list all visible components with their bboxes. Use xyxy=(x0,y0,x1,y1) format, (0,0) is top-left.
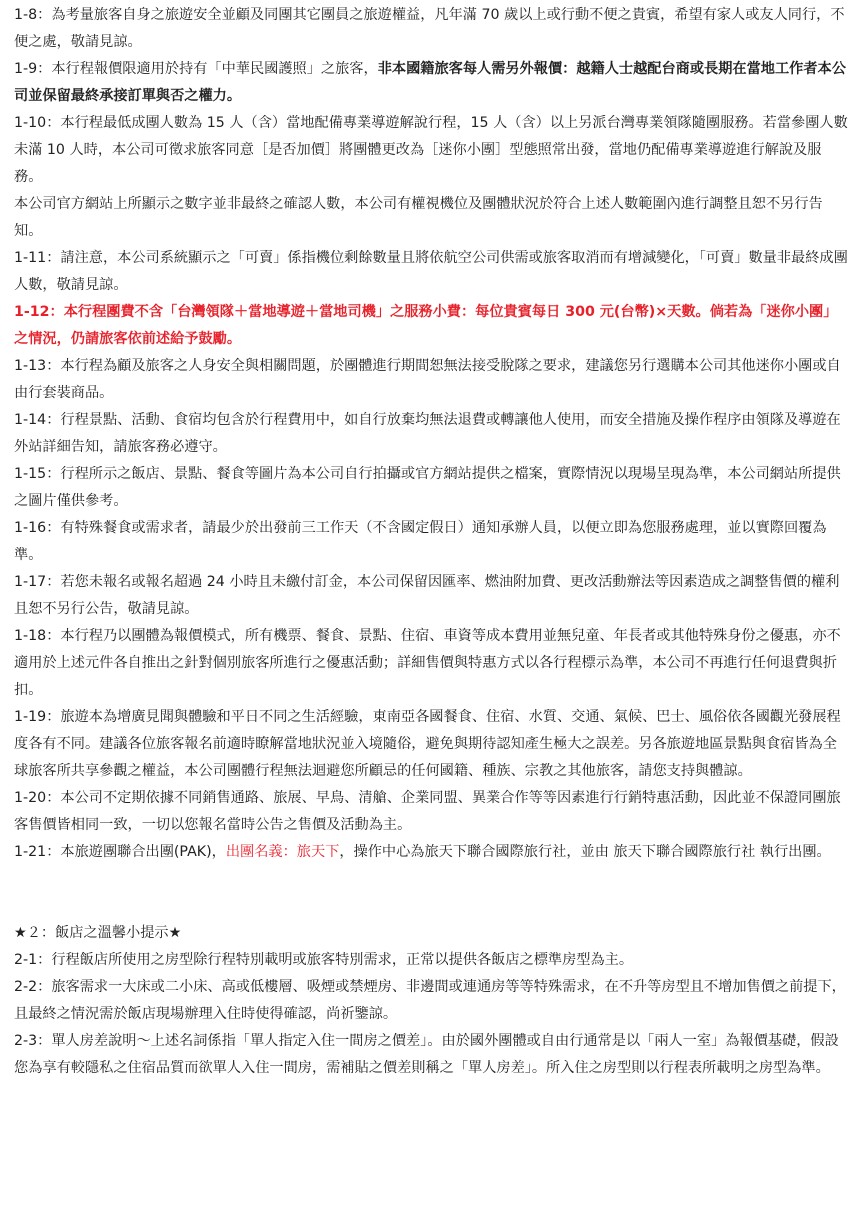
section-2-title: ★２：飯店之溫馨小提示★ xyxy=(14,925,182,941)
note-1-13: 1-13：本行程為顧及旅客之人身安全與相關問題，於團體進行期間恕無法接受脫隊之要求，建議您另行選購本公司其他迷你小團或自由行套裝商品。 xyxy=(14,358,841,401)
note-1-11: 1-11：請注意，本公司系統顯示之「可賣」係指機位剩餘數量且將依航空公司供需或旅客取消而有增減變化，「可賣」數量非最終成團人數，敬請見諒。 xyxy=(14,250,848,293)
note-1-15: 1-15：行程所示之飯店、景點、餐食等圖片為本公司自行拍攝或官方網站提供之檔案，實際情況以現場呈現為準，本公司網站所提供之圖片僅供參考。 xyxy=(14,466,841,509)
note-2-2: 2-2：旅客需求一大床或二小床、高或低樓層、吸煙或禁煙房、非邊間或連通房等等特殊需求，在不升等房型且不增加售價之前提下，且最終之情況需於飯店現場辦理入住時使得確認，尚祈鑒諒。 xyxy=(14,979,846,1022)
note-1-9-text: 1-9：本行程報價限適用於持有「中華民國護照」之旅客， xyxy=(14,61,378,77)
note-1-21 xyxy=(14,839,849,866)
note-1-10-addendum: 本公司官方網站上所顯示之數字並非最終之確認人數，本公司有權視機位及團體狀況於符合上述人數範圍內進行調整且恕不另行告知。 xyxy=(14,196,823,239)
note-1-14: 1-14：行程景點、活動、食宿均包含於行程費用中，如自行放棄均無法退費或轉讓他人使用，而安全措施及操作程序由領隊及導遊在外站詳細告知，請旅客務必遵守。 xyxy=(14,412,841,455)
note-1-10: 1-10：本行程最低成團人數為 15 人（含）當地配備專業導遊解說行程，15 人（含）以上另派台灣專業領隊隨團服務。若當參團人數未滿 10 人時，本公司可徵求旅客同意［是否加價］將團體更改為［迷你小團］型態照常出發，當地仍配備專業導遊進行解說及服務。 xyxy=(14,115,848,185)
note-1-21-red: 出團名義：旅天下 xyxy=(225,844,340,860)
note-1-18: 1-18：本行程乃以團體為報價模式，所有機票、餐食、景點、住宿、車資等成本費用並無兒童、年長者或其他特殊身份之優惠，亦不適用於上述元件各自推出之針對個別旅客所進行之優惠活動；詳細售價與特惠方式以各行程標示為準，本公司不再進行任何退費與折扣。 xyxy=(14,628,841,698)
note-1-8: 1-8：為考量旅客自身之旅遊安全並顧及同團其它團員之旅遊權益，凡年滿 70 歲以上或行動不便之貴賓，希望有家人或友人同行，不便之處，敬請見諒。 xyxy=(14,7,845,50)
note-1-19: 1-19：旅遊本為增廣見聞與體驗和平日不同之生活經驗，東南亞各國餐食、住宿、水質、交通、氣候、巴士、風俗依各國觀光發展程度各有不同。建議各位旅客報名前適時瞭解當地狀況並入境隨俗，避免與期待認知產生極大之誤差。另各旅遊地區景點與食宿皆為全球旅客所共享參觀之權益，本公司團體行程無法迴避您所顧忌的任何國籍、種族、宗教之其他旅客，請您支持與體諒。 xyxy=(14,709,841,779)
note-1-21-pre: 1-21：本旅遊團聯合出團(PAK)， xyxy=(14,844,226,860)
note-1-9-bold: 非本國籍旅客每人需另外報價：越籍人士越配台商或長期在當地工作者本公司並保留最終承接訂單與否之權力。 xyxy=(14,61,846,104)
note-1-20: 1-20：本公司不定期依據不同銷售通路、旅展、早鳥、清艙、企業同盟、異業合作等等因素進行行銷特惠活動，因此並不保證同團旅客售價皆相同一致，一切以您報名當時公告之售價及活動為主。 xyxy=(14,790,841,833)
note-1-17: 1-17：若您未報名或報名超過 24 小時且未繳付訂金，本公司保留因匯率、燃油附加費、更改活動辦法等因素造成之調整售價的權利且恕不另行公告，敬請見諒。 xyxy=(14,574,840,617)
note-1-21-post: ，操作中心為旅天下聯合國際旅行社，並由 旅天下聯合國際旅行社 執行出團。 xyxy=(339,844,831,860)
note-2-1: 2-1：行程飯店所使用之房型除行程特別載明或旅客特別需求，正常以提供各飯店之標準房型為主。 xyxy=(14,952,634,968)
section-gap xyxy=(14,866,849,920)
note-2-3: 2-3：單人房差說明～上述名詞係指「單人指定入住一間房之價差」。由於國外團體或自由行通常是以「兩人一室」為報價基礎，假設您為享有較隱私之住宿品質而欲單人入住一間房，需補貼之價差則稱之「單人房差」。所入住之房型則以行程表所載明之房型為準。 xyxy=(14,1033,839,1076)
note-1-12: 1-12：本行程團費不含「台灣領隊＋當地導遊＋當地司機」之服務小費：每位貴賓每日 300 元(台幣)×天數。倘若為「迷你小團」之情況，仍請旅客依前述給予鼓勵。 xyxy=(14,304,838,347)
note-1-9 xyxy=(14,56,849,110)
note-1-16: 1-16：有特殊餐食或需求者，請最少於出發前三工作天（不含國定假日）通知承辦人員，以便立即為您服務處理，並以實際回覆為準。 xyxy=(14,520,827,563)
